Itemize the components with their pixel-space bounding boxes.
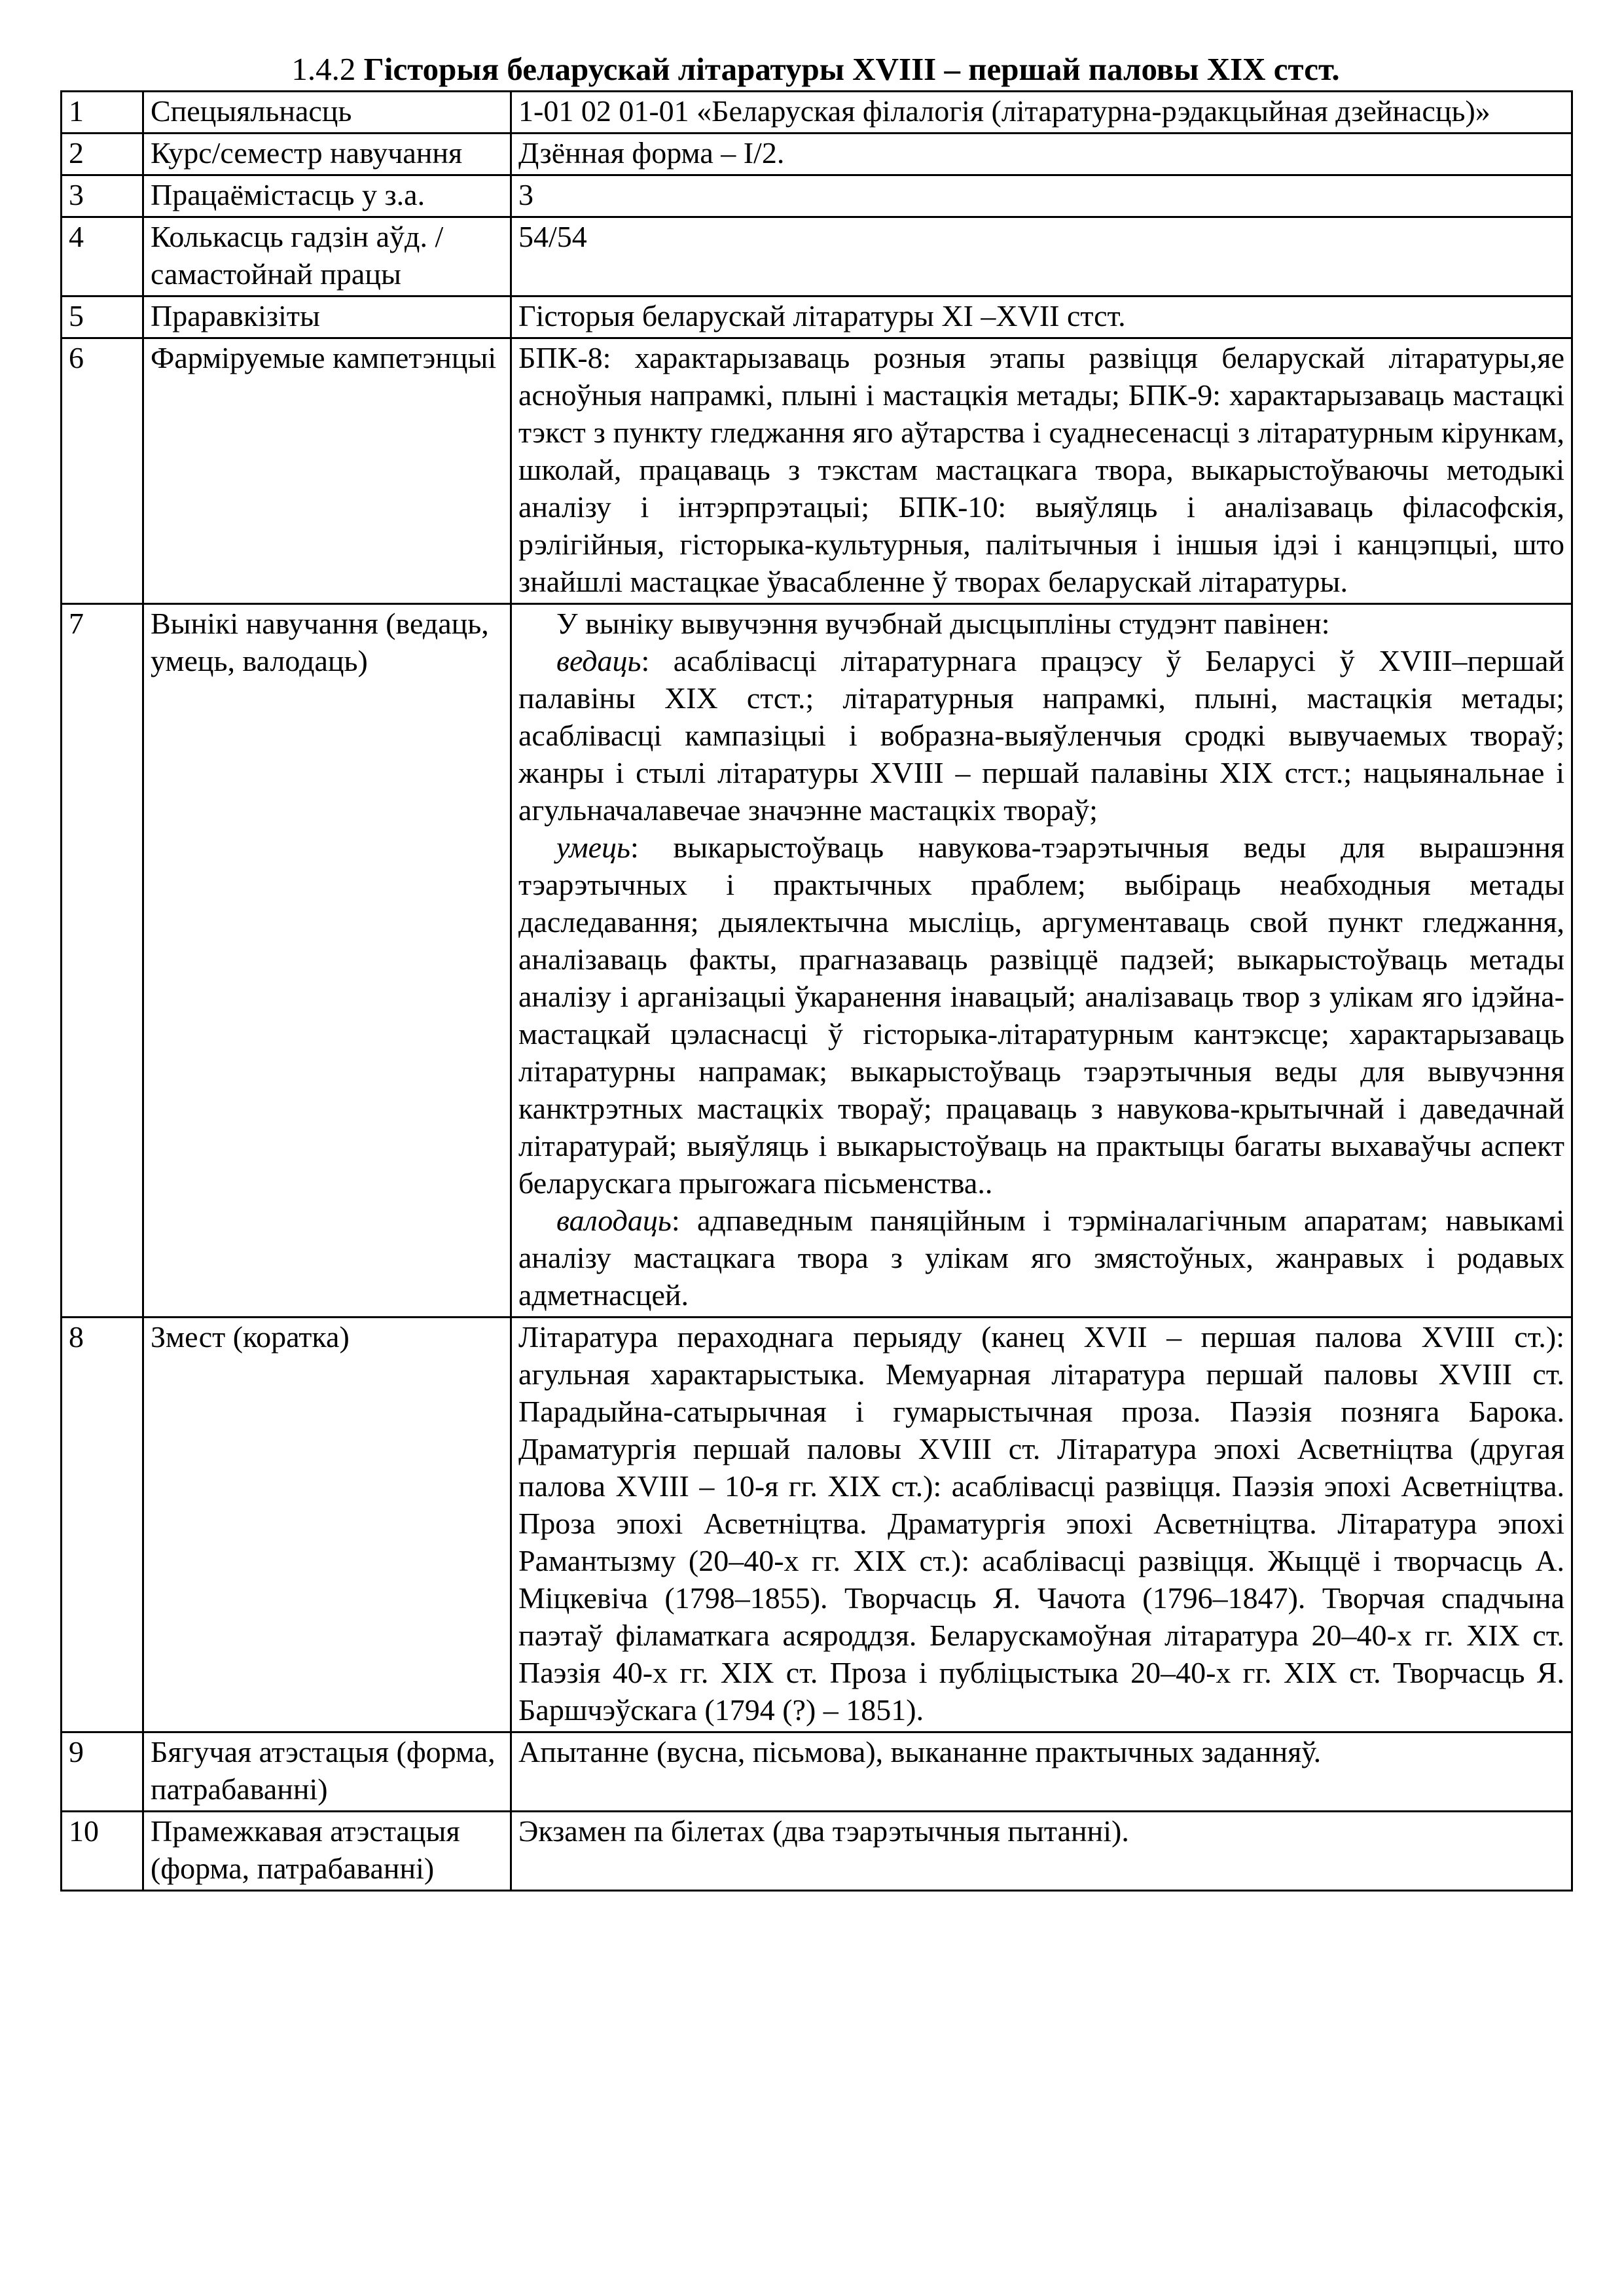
row-number: 10 (62, 1812, 143, 1891)
row-label: Праравкізіты (143, 296, 511, 338)
row-label: Вынікі навучання (ведаць, умець, валодаць) (143, 604, 511, 1318)
row-label: Бягучая атэстацыя (форма, патрабаванні) (143, 1732, 511, 1812)
outcomes-own (518, 1202, 1564, 1314)
row-value: 3 (511, 175, 1572, 217)
row-value: Экзамен па білетах (два тэарэтычныя пытанні). (511, 1812, 1572, 1891)
row-number: 7 (62, 604, 143, 1318)
row-value (511, 604, 1572, 1318)
outcomes-can (518, 829, 1564, 1202)
row-value: Дзённая форма – I/2. (511, 134, 1572, 175)
row-number: 5 (62, 296, 143, 338)
row-number: 9 (62, 1732, 143, 1812)
row-value: Літаратура пераходнага перыяду (канец XVII – першая палова XVIII ст.): агульная характарыстыка. Мемуарная літаратура першай паловы XVIII ст. Парадыйна-сатырычная і гумарыстычная проза. Паэзія позняга Барока. Драматургія першай паловы XVIII ст. Літаратура эпохі Асветніцтва (другая палова XVIII – 10-я гг. XIX ст.): асаблівасці развіцця. Паэзія эпохі Асветніцтва. Проза эпохі Асветніцтва. Драматургія эпохі Асветніцтва. Літаратура эпохі Рамантызму (20–40-х гг. XIX ст.): асаблівасці развіцця. Жыццё і творчасць А. Міцкевіча (1798–1855). Творчасць Я. Чачота (1796–1847). Творчая спадчына паэтаў філаматкага асяроддзя. Беларускамоўная літаратура 20–40-х гг. XIX ст. Паэзія 40-х гг. XIX ст. Проза і публіцыстыка 20–40-х гг. XIX ст. Творчасць Я. Баршчэўскага (1794 (?) – 1851). (511, 1318, 1572, 1732)
table-row (62, 296, 1572, 338)
outcomes-intro: У выніку вывучэння вучэбнай дысцыпліны студэнт павінен: (556, 607, 1330, 640)
own-text: : адпаведным паняційным і тэрміналагічным апаратам; навыкамі аналізу мастацкага твора з улікам яго змястоўных, жанравых і родавых адметнасцей. (518, 1204, 1564, 1312)
row-number: 1 (62, 92, 143, 134)
can-text: : выкарыстоўваць навукова-тэарэтычныя веды для вырашэння тэарэтычных і практычных праблем; выбіраць неабходныя метады даследавання; дыялектычна мысліць, аргументаваць свой пункт гледжання, аналізаваць факты, прагназаваць развіццё падзей; выкарыстоўваць метады аналізу і арганізацыі ўкаранення інавацый; аналізаваць твор з улікам яго ідэйна-мастацкай цэласнасці ў гісторыка-літаратурным кантэксце; характарызаваць літаратурны напрамак; выкарыстоўваць тэарэтычныя веды для вывучэння канктрэтных мастацкіх твораў; працаваць з навукова-крытычнай і даведачнай літаратурай; выяўляць і выкарыстоўваць на практыцы багаты выхаваўчы аспект беларускага прыгожага пісьменства.. (518, 831, 1564, 1200)
table-row (62, 217, 1572, 296)
page-title (60, 50, 1571, 89)
row-label: Спецыяльнасць (143, 92, 511, 134)
row-value: 1-01 02 01-01 «Беларуская філалогія (літаратурна-рэдакцыйная дзейнасць)» (511, 92, 1572, 134)
row-number: 6 (62, 338, 143, 604)
row-value: 54/54 (511, 217, 1572, 296)
outcomes-know (518, 642, 1564, 829)
row-label: Змест (коратка) (143, 1318, 511, 1732)
table-row (62, 175, 1572, 217)
table-row (62, 92, 1572, 134)
table-row (62, 338, 1572, 604)
row-number: 3 (62, 175, 143, 217)
row-label: Колькасць гадзін аўд. / самастойнай працы (143, 217, 511, 296)
row-number: 2 (62, 134, 143, 175)
row-label: Працаёмістасць у з.а. (143, 175, 511, 217)
table-row (62, 1732, 1572, 1812)
know-text: : асаблівасці літаратурнага працэсу ў Беларусі ў XVIII–першай палавіны XIX стст.; літаратурныя напрамкі, плыні, мастацкія метады; асаблівасці кампазіцыі і вобразна-выяўленчыя сродкі вывучаемых твораў; жанры і стылі літаратуры XVIII – першай палавіны XIX стст.; нацыянальнае і агульначалавечае значэнне мастацкіх твораў; (518, 644, 1564, 827)
own-term: валодаць (556, 1204, 672, 1237)
row-number: 8 (62, 1318, 143, 1732)
table-row (62, 134, 1572, 175)
know-term: ведаць (556, 644, 641, 677)
row-value: Гісторыя беларускай літаратуры XI –XVII стст. (511, 296, 1572, 338)
table-row (62, 1812, 1572, 1891)
row-label: Фарміруемые кампетэнцыі (143, 338, 511, 604)
row-value: БПК-8: характарызаваць розныя этапы развіцця беларускай літаратуры,яе асноўныя напрамкі, плыні і мастацкія метады; БПК-9: характарызаваць мастацкі тэкст з пункту гледжання яго аўтарства і суаднесенасці з літаратурным кірункам, школай, працаваць з тэкстам мастацкага твора, выкарыстоўваючы методыкі аналізу і інтэрпрэтацыі; БПК-10: выяўляць і аналізаваць філасофскія, рэлігійныя, гісторыка-культурныя, палітычныя і іншыя ідэі і канцэпцыі, што знайшлі мастацкае ўвасабленне ў творах беларускай літаратуры. (511, 338, 1572, 604)
table-row (62, 1318, 1572, 1732)
title-text: Гісторыя беларускай літаратуры XVIII – першай паловы XIX стст. (363, 51, 1340, 87)
row-label: Курс/семестр навучання (143, 134, 511, 175)
syllabus-table (60, 90, 1573, 1892)
can-term: умець (556, 831, 630, 864)
row-value: Апытанне (вусна, пісьмова), выкананне практычных заданняў. (511, 1732, 1572, 1812)
row-number: 4 (62, 217, 143, 296)
table-row (62, 604, 1572, 1318)
title-number: 1.4.2 (291, 51, 356, 87)
row-label: Прамежкавая атэстацыя (форма, патрабаванні) (143, 1812, 511, 1891)
